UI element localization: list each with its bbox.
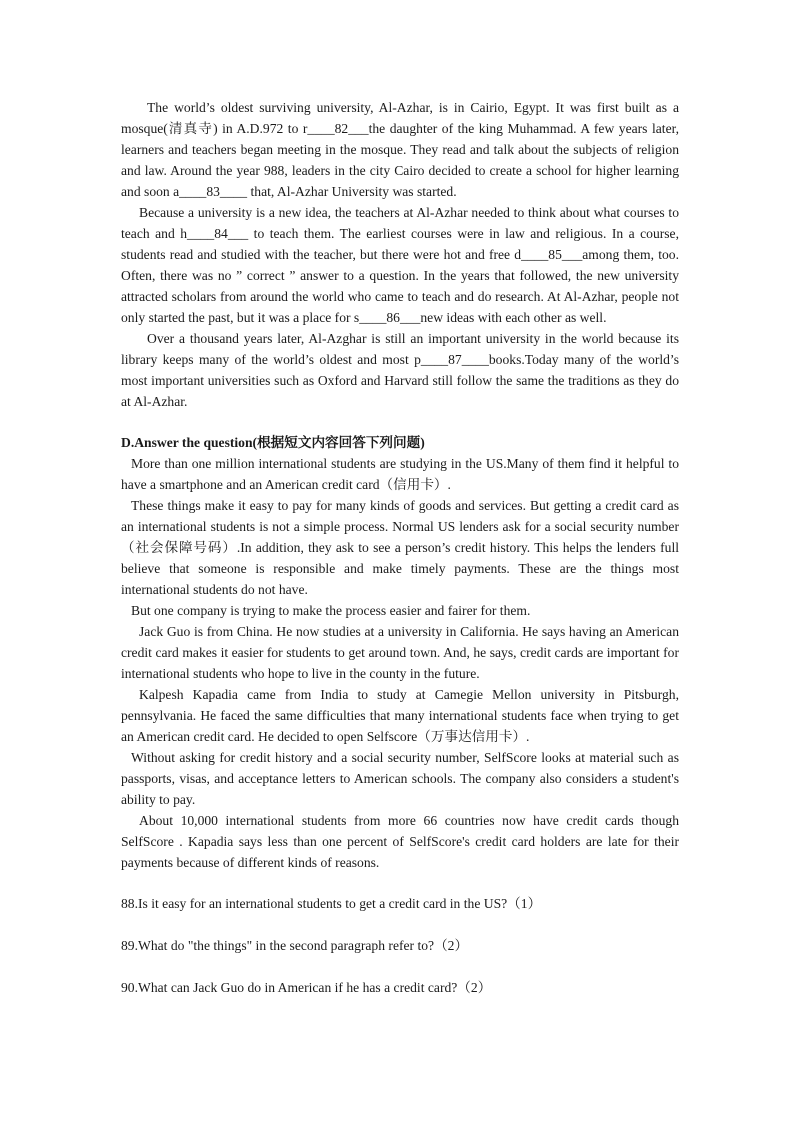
passage-d-paragraph-3: But one company is trying to make the process easier and fairer for them. — [131, 603, 531, 618]
question-88: 88.Is it easy for an international students to get a credit card in the US?（1） — [121, 896, 542, 911]
passage-c-paragraph-1: The world’s oldest surviving university, Al-Azhar, is in Cairio, Egypt. It was first built as a mosque(清真寺) in A.D.972 to r____82___the daughter of the king Muhammad. A few years later, learners and teachers began meeting in the mosque. They read and talk about the subjects of religion and law. Around the year 988, leaders in the city Cairo decided to create a school for higher learning and soon a____83____ that, Al-Azhar University was started. — [121, 100, 679, 199]
passage-c-paragraph-3: Over a thousand years later, Al-Azghar is still an important university in the world because its library keeps many of the world’s oldest and most p____87____books.Today many of the world’s most important universities such as Oxford and Harvard still follow the same the traditions as they do at Al-Azhar. — [121, 331, 679, 409]
passage-c — [121, 97, 679, 412]
section-d-title: D.Answer the question(根据短文内容回答下列问题) — [121, 435, 425, 450]
question-list — [121, 893, 679, 998]
passage-d-paragraph-1: More than one million international students are studying in the US.Many of them find it helpful to have a smartphone and an American credit card（信用卡）. — [121, 456, 679, 492]
passage-d-paragraph-7: About 10,000 international students from more 66 countries now have credit cards though SelfScore . Kapadia says less than one percent of SelfScore's credit card holders are late for their payments because of different kinds of reasons. — [121, 813, 679, 870]
passage-d-paragraph-2: These things make it easy to pay for many kinds of goods and services. But getting a credit card as an international students is not a simple process. Normal US lenders ask for a social security number（社会保障号码）.In addition, they ask to see a person’s credit history. This helps the lenders full believe that someone is responsible and make timely payments. These are the things most international students do not have. — [121, 498, 679, 597]
passage-c-paragraph-2: Because a university is a new idea, the teachers at Al-Azhar needed to think about what courses to teach and h____84___ to teach them. The earliest courses were in law and religious. In a course, students read and studied with the teacher, but there were hot and free d____85___among them, too. Often, there was no ” correct ” answer to a question. In the years that followed, the new university attracted scholars from around the world who came to teach and do research. At Al-Azhar, people not only started the past, but it was a place for s____86___new ideas with each other as well. — [121, 205, 679, 325]
question-89: 89.What do "the things" in the second paragraph refer to?（2） — [121, 938, 469, 953]
document-page — [121, 97, 679, 998]
passage-d-paragraph-5: Kalpesh Kapadia came from India to study at Camegie Mellon university in Pitsburgh, pennsylvania. He faced the same difficulties that many international students face when trying to get an American credit card. He decided to open Selfscore（万事达信用卡）. — [121, 687, 679, 744]
passage-d-paragraph-6: Without asking for credit history and a social security number, SelfScore looks at material such as passports, visas, and acceptance letters to American schools. The company also considers a student's ability to pay. — [121, 750, 679, 807]
question-90: 90.What can Jack Guo do in American if he has a credit card?（2） — [121, 980, 492, 995]
passage-d-paragraph-4: Jack Guo is from China. He now studies at a university in California. He says having an American credit card makes it easier for students to get around town. And, he says, credit cards are important for international students who hope to live in the county in the future. — [121, 624, 679, 681]
passage-d — [121, 453, 679, 873]
